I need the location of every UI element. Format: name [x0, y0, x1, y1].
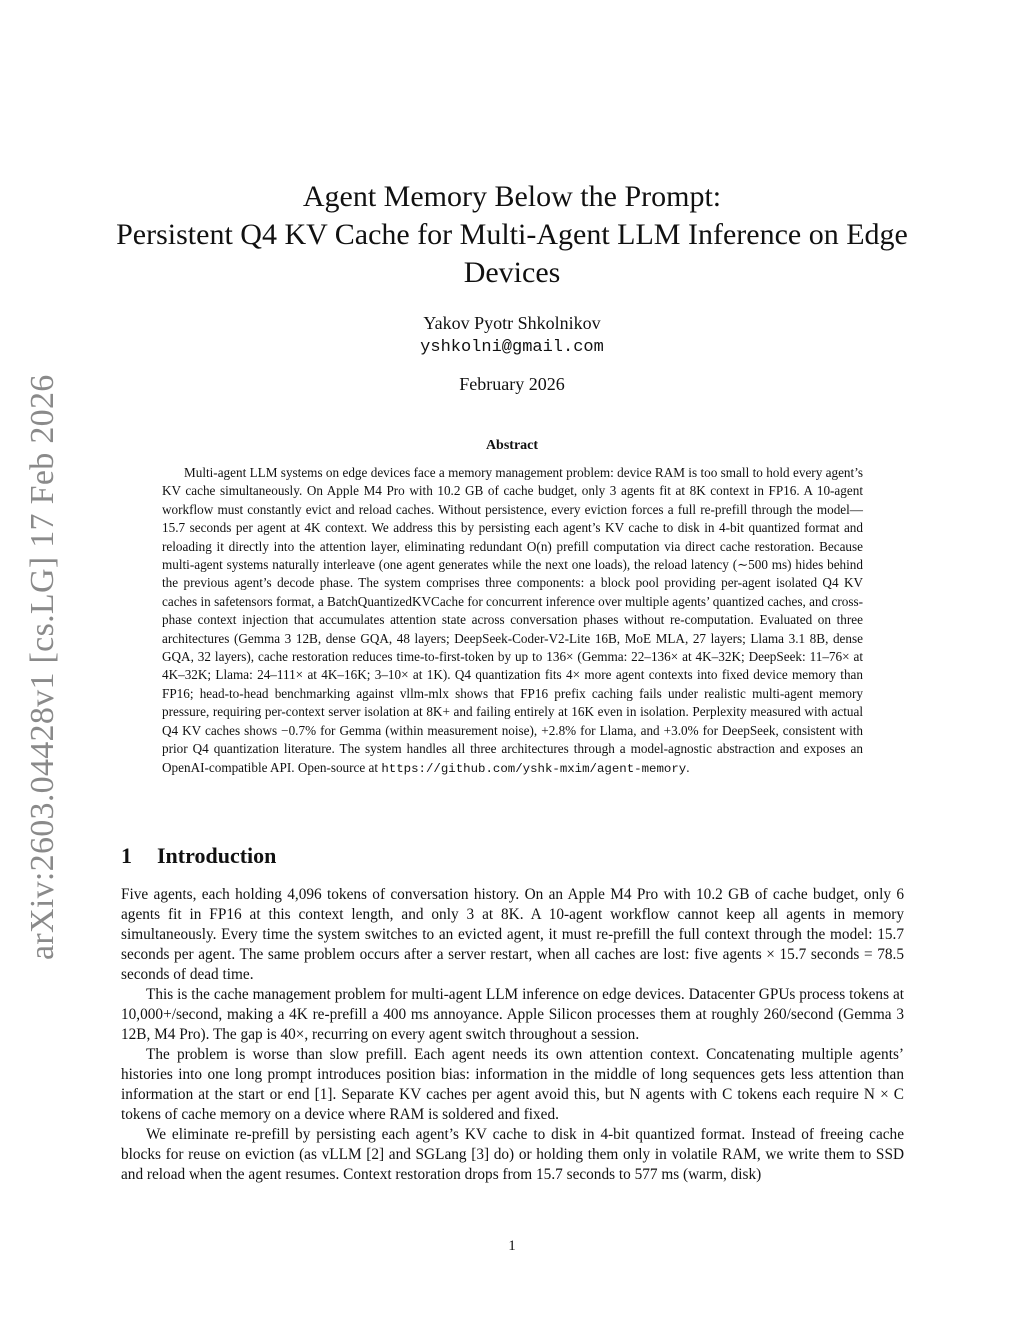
abstract-body	[162, 464, 863, 778]
introduction-body	[121, 885, 904, 1185]
abstract-end: .	[686, 759, 690, 775]
section-heading-introduction	[121, 842, 276, 870]
publication-date: February 2026	[459, 374, 565, 394]
arxiv-identifier-text: arXiv:2603.04428v1 [cs.LG] 17 Feb 2026	[24, 374, 61, 960]
section-title: Introduction	[157, 843, 277, 868]
abstract-text: Multi-agent LLM systems on edge devices face a memory management problem: device RAM is too small to hold every agent’s KV cache simultaneously. On Apple M4 Pro with 10.2 GB of cache budget, only 3 agents fit at 8K context in FP16. A 10-agent workflow must constantly evict and reload caches. Without persistence, every eviction forces a full re-prefill through the model—15.7 seconds per agent at 4K context. We address this by persisting each agent’s KV cache to disk in 4-bit quantized format and reloading it directly into the attention layer, eliminating redundant O(n) prefill computation via direct cache restoration. Because multi-agent systems naturally interleave (one agent generates while the next one loads), the reload latency (∼500 ms) hides behind the previous agent’s decode phase. The system comprises three components: a block pool providing per-agent isolated Q4 KV caches in safetensors format, a BatchQuantizedKVCache for concurrent inference over multiple agents’ quantized caches, and cross-phase context injection that accumulates attention state across conversation phases without re-computation. Evaluated on three architectures (Gemma 3 12B, dense GQA, 48 layers; DeepSeek-Coder-V2-Lite 16B, MoE MLA, 27 layers; Llama 3.1 8B, dense GQA, 32 layers), cache restoration reduces time-to-first-token by up to 136× (Gemma: 22–136× at 4K–32K; DeepSeek: 11–76× at 4K–32K; Llama: 24–111× at 4K–16K; 3–10× at 1K). Q4 quantization fits 4× more agent contexts into fixed device memory than FP16; head-to-head benchmarking against vllm-mlx shows that FP16 prefix caching fails under realistic multi-agent memory pressure, requiring per-context server isolation at 8K+ and failing entirely at 16K even in isolation. Perplexity measured with actual Q4 KV caches shows −0.7% for Gemma (within measurement noise), +2.8% for Llama, and +3.0% for DeepSeek, consistent with prior Q4 quantization literature. The system handles all three architectures through a model-agnostic abstraction and exposes an OpenAI-compatible API. Open-source at	[162, 465, 863, 775]
author-email: yshkolni@gmail.com	[420, 338, 604, 357]
intro-paragraph: The problem is worse than slow prefill. Each agent needs its own attention context. Concatenating multiple agents’ histories into one long prompt introduces position bias: information in the middle of long sequences gets less attention than information at the start or end [1]. Separate KV caches per agent avoid this, but N agents with C tokens each require N × C tokens of cache memory on a device where RAM is soldered and fixed.	[121, 1046, 904, 1123]
intro-paragraph: We eliminate re-prefill by persisting each agent’s KV cache to disk in 4-bit quantized format. Instead of freeing cache blocks for reuse on eviction (as vLLM [2] and SGLang [3] do) or holding them only in volatile RAM, we write them to SSD and reload when the agent resumes. Context restoration drops from 15.7 seconds to 577 ms (warm, disk)	[121, 1126, 904, 1183]
paper-title	[100, 178, 924, 292]
author-name: Yakov Pyotr Shkolnikov	[423, 313, 601, 333]
page-number: 1	[508, 1238, 516, 1254]
intro-paragraph: Five agents, each holding 4,096 tokens of conversation history. On an Apple M4 Pro with 10.2 GB of cache budget, only 6 agents fit in FP16 at this context length, and only 3 at 8K. A 10-agent workflow cannot keep all agents in memory simultaneously. Every time the system switches to an evicted agent, it must re-prefill the full context through the model: 15.7 seconds per agent. The same problem occurs after a server restart, when all caches are lost: five agents × 15.7 seconds = 78.5 seconds of dead time.	[121, 886, 904, 983]
arxiv-identifier-stamp	[16, 370, 72, 960]
repository-link[interactable]: https://github.com/yshk-mxim/agent-memory	[381, 761, 687, 776]
title-line: Devices	[463, 256, 561, 289]
section-number: 1	[121, 843, 132, 868]
title-line: Agent Memory Below the Prompt:	[302, 180, 722, 213]
title-line: Persistent Q4 KV Cache for Multi-Agent LLM Inference on Edge	[116, 218, 908, 251]
intro-paragraph: This is the cache management problem for multi-agent LLM inference on edge devices. Datacenter GPUs process tokens at 10,000+/second, making a 4K re-prefill a 400 ms annoyance. Apple Silicon processes them at roughly 260/second (Gemma 3 12B, M4 Pro). The gap is 40×, recurring on every agent switch throughout a session.	[121, 986, 904, 1043]
abstract-heading: Abstract	[485, 438, 539, 453]
